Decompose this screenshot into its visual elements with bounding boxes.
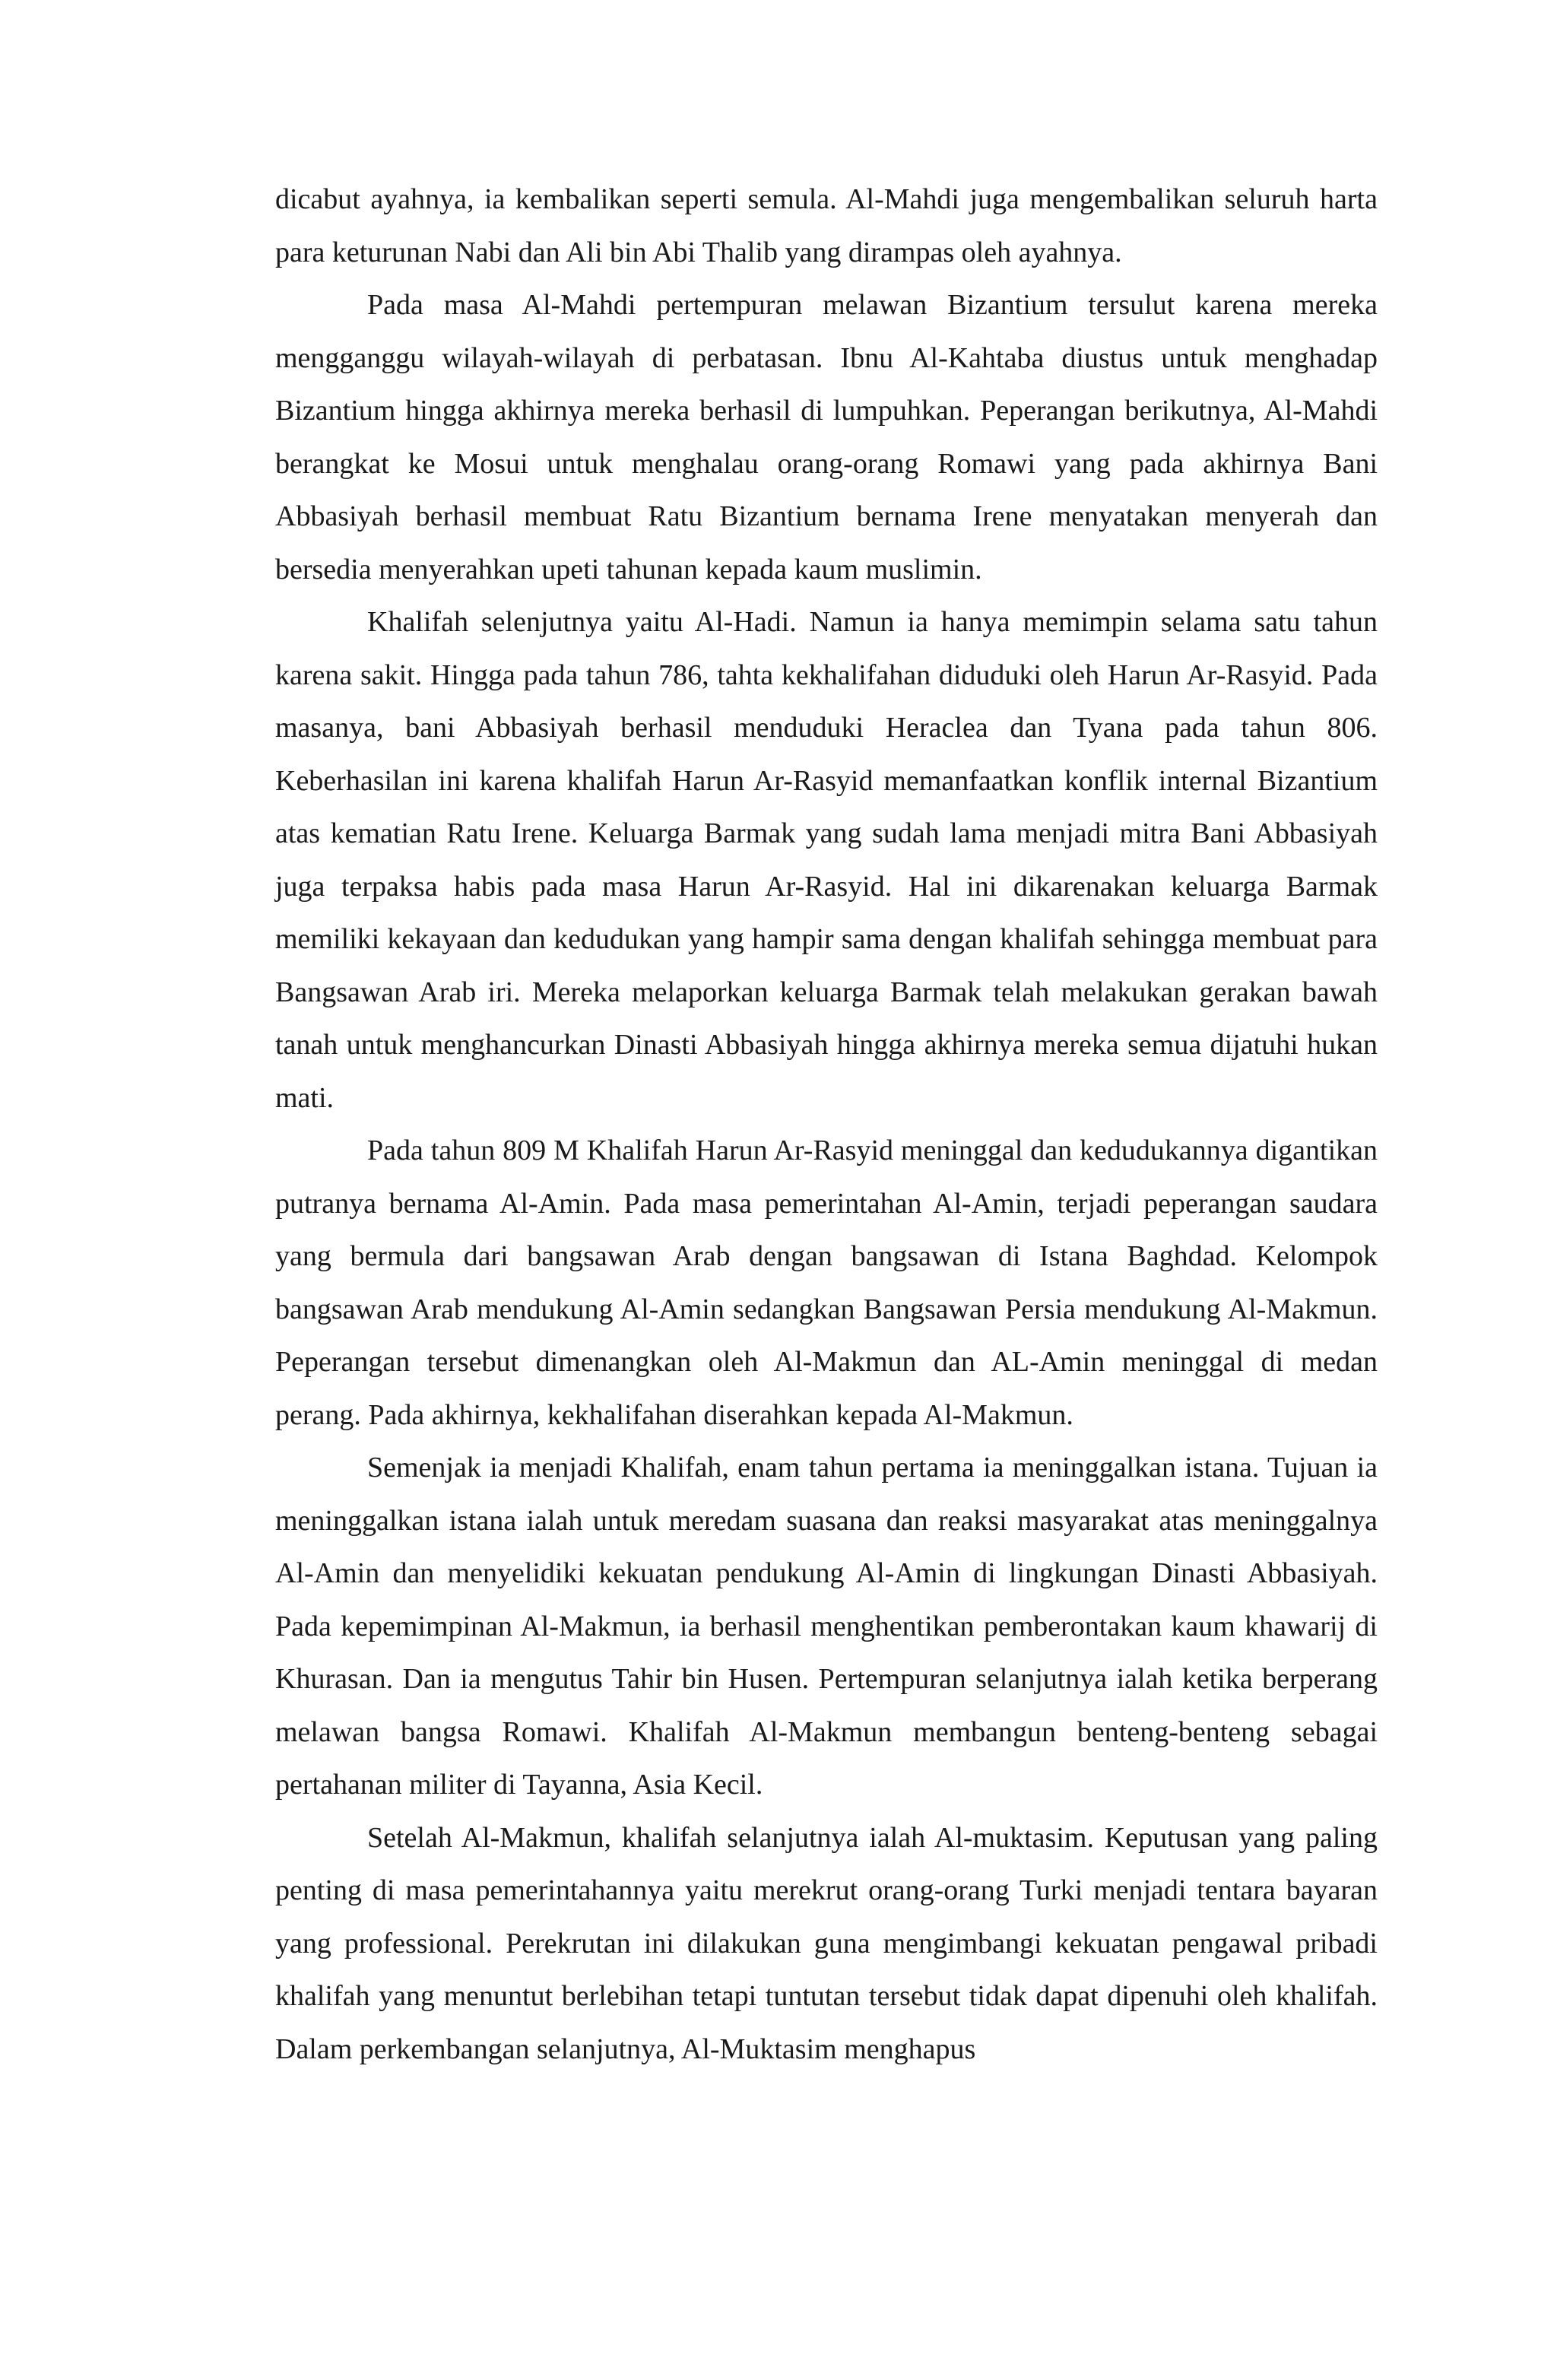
document-body bbox=[275, 173, 1378, 2076]
paragraph-continuation: dicabut ayahnya, ia kembalikan seperti semula. Al-Mahdi juga mengembalikan seluruh harta para keturunan Nabi dan Ali bin Abi Thalib yang dirampas oleh ayahnya. bbox=[275, 183, 1378, 268]
paragraph: Setelah Al-Makmun, khalifah selanjutnya ialah Al-muktasim. Keputusan yang paling penting di masa pemerintahannya yaitu merekrut orang-orang Turki menjadi tentara bayaran yang professional. Perekrutan ini dilakukan guna mengimbangi kekuatan pengawal pribadi khalifah yang menuntut berlebihan tetapi tuntutan tersebut tidak dapat dipenuhi oleh khalifah. Dalam perkembangan selanjutnya, Al-Muktasim menghapus bbox=[275, 1821, 1378, 2065]
paragraph: Semenjak ia menjadi Khalifah, enam tahun pertama ia meninggalkan istana. Tujuan ia meninggalkan istana ialah untuk meredam suasana dan reaksi masyarakat atas meninggalnya Al-Amin dan menyelidiki kekuatan pendukung Al-Amin di lingkungan Dinasti Abbasiyah. Pada kepemimpinan Al-Makmun, ia berhasil menghentikan pemberontakan kaum khawarij di Khurasan. Dan ia mengutus Tahir bin Husen. Pertempuran selanjutnya ialah ketika berperang melawan bangsa Romawi. Khalifah Al-Makmun membangun benteng-benteng sebagai pertahanan militer di Tayanna, Asia Kecil. bbox=[275, 1452, 1378, 1801]
paragraph: Pada masa Al-Mahdi pertempuran melawan Bizantium tersulut karena mereka mengganggu wilayah-wilayah di perbatasan. Ibnu Al-Kahtaba diustus untuk menghadap Bizantium hingga akhirnya mereka berhasil di lumpuhkan. Peperangan berikutnya, Al-Mahdi berangkat ke Mosui untuk menghalau orang-orang Romawi yang pada akhirnya Bani Abbasiyah berhasil membuat Ratu Bizantium bernama Irene menyatakan menyerah dan bersedia menyerahkan upeti tahunan kepada kaum muslimin. bbox=[275, 289, 1378, 585]
paragraph: Pada tahun 809 M Khalifah Harun Ar-Rasyid meninggal dan kedudukannya digantikan putranya bernama Al-Amin. Pada masa pemerintahan Al-Amin, terjadi peperangan saudara yang bermula dari bangsawan Arab dengan bangsawan di Istana Baghdad. Kelompok bangsawan Arab mendukung Al-Amin sedangkan Bangsawan Persia mendukung Al-Makmun. Peperangan tersebut dimenangkan oleh Al-Makmun dan AL-Amin meninggal di medan perang. Pada akhirnya, kekhalifahan diserahkan kepada Al-Makmun. bbox=[275, 1134, 1378, 1431]
paragraph: Khalifah selenjutnya yaitu Al-Hadi. Namun ia hanya memimpin selama satu tahun karena sakit. Hingga pada tahun 786, tahta kekhalifahan diduduki oleh Harun Ar-Rasyid. Pada masanya, bani Abbasiyah berhasil menduduki Heraclea dan Tyana pada tahun 806. Keberhasilan ini karena khalifah Harun Ar-Rasyid memanfaatkan konflik internal Bizantium atas kematian Ratu Irene. Keluarga Barmak yang sudah lama menjadi mitra Bani Abbasiyah juga terpaksa habis pada masa Harun Ar-Rasyid. Hal ini dikarenakan keluarga Barmak memiliki kekayaan dan kedudukan yang hampir sama dengan khalifah sehingga membuat para Bangsawan Arab iri. Mereka melaporkan keluarga Barmak telah melakukan gerakan bawah tanah untuk menghancurkan Dinasti Abbasiyah hingga akhirnya mereka semua dijatuhi hukan mati. bbox=[275, 606, 1378, 1114]
